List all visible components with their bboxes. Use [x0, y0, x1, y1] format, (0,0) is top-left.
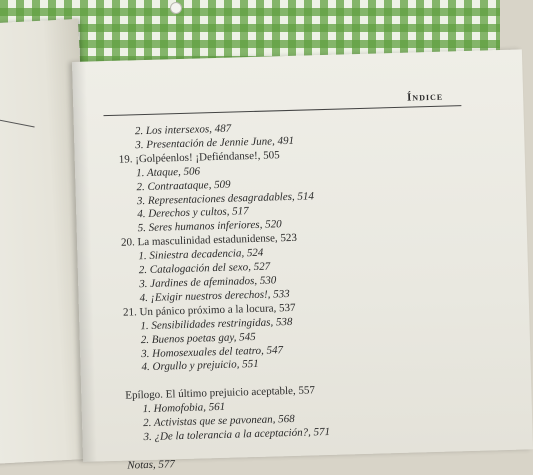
running-head: Índice	[406, 90, 444, 104]
toc-section-entry: 3. Representaciones desagradables, 514	[136, 189, 315, 207]
table-of-contents	[118, 116, 468, 473]
toc-section-entry: 1. Homofobia, 561	[142, 401, 226, 416]
toc-section-entry: 5. Seres humanos inferiores, 520	[137, 218, 282, 235]
left-page-rule	[0, 115, 35, 127]
toc-section-entry: 1. Siniestra decadencia, 524	[138, 246, 264, 263]
toc-section-entry: 3. Homosexuales del teatro, 547	[141, 343, 284, 360]
toc-notes-entry: Notas, 577	[127, 458, 176, 472]
toc-section-entry: 3. Jardines de afeminados, 530	[139, 274, 277, 291]
toc-section-entry: 2. Buenos poetas gay, 545	[140, 330, 256, 346]
toc-section-entry: 2. Catalogación del sexo, 527	[138, 260, 271, 277]
toc-section-entry: 2. Activistas que se pavonean, 568	[142, 413, 295, 430]
toc-section-entry: 1. Ataque, 506	[135, 165, 201, 179]
book-page	[72, 49, 533, 472]
cloth-hole	[170, 2, 182, 14]
toc-chapter-entry: 21. Un pánico próximo a la locura, 537	[122, 301, 296, 319]
toc-section-entry: 4. Derechos y cultos, 517	[137, 205, 249, 221]
toc-section-entry: 1. Sensibilidades restringidas, 538	[140, 315, 293, 332]
toc-section-entry: 3. ¿De la tolerancia a la aceptación?, 571	[143, 425, 331, 444]
toc-section-entry: 4. ¡Exigir nuestros derechos!, 533	[139, 287, 290, 305]
header-rule	[103, 105, 461, 116]
toc-chapter-entry: 19. ¡Golpéenlos! ¡Defiéndanse!, 505	[118, 149, 280, 166]
toc-section-entry: 2. Contraataque, 509	[136, 178, 231, 193]
toc-section-entry: 2. Los intersexos, 487	[134, 122, 232, 138]
toc-section-entry: 3. Presentación de Jennie June, 491	[135, 134, 295, 152]
toc-chapter-entry: 20. La masculinidad estadunidense, 523	[120, 232, 298, 249]
toc-section-entry: 4. Orgullo y prejuicio, 551	[141, 358, 259, 374]
toc-epi-entry: Epílogo. El último prejuicio aceptable, 557	[125, 384, 316, 402]
